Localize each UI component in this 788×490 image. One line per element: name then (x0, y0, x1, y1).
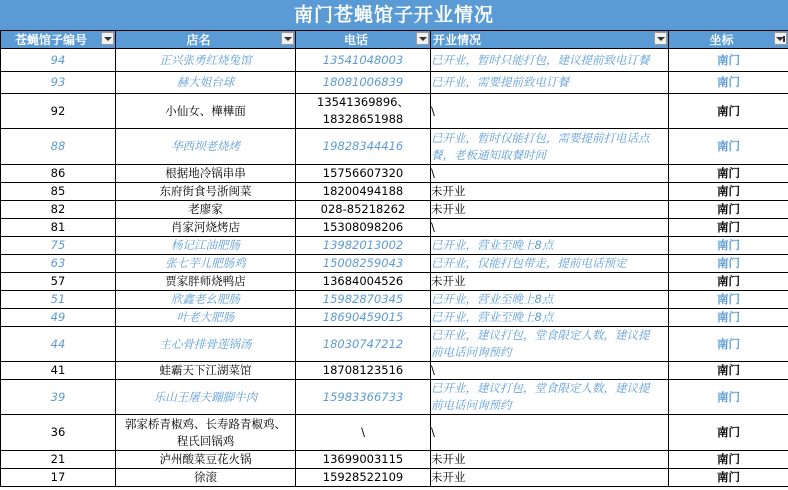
filter-dropdown-icon[interactable] (281, 32, 294, 45)
cell-phone[interactable] (296, 183, 431, 201)
cell-location-text: 南门 (717, 184, 740, 198)
cell-phone[interactable] (296, 327, 431, 362)
cell-id-text: 81 (50, 220, 66, 234)
cell-name[interactable] (116, 327, 296, 362)
cell-id[interactable] (1, 72, 116, 94)
header-location (669, 31, 788, 49)
cell-status-text: \ (431, 363, 435, 377)
cell-name[interactable] (116, 165, 296, 183)
cell-phone-text: 13699003115 (322, 452, 404, 466)
cell-location[interactable] (669, 129, 788, 165)
cell-location-text: 南门 (717, 470, 740, 484)
cell-status[interactable] (431, 201, 669, 219)
cell-status[interactable] (431, 309, 669, 327)
cell-status-text: 已开业，仅能打包带走，提前电话预定 (431, 256, 627, 270)
cell-phone-text: 15983366733 (322, 389, 404, 404)
cell-phone[interactable] (296, 362, 431, 380)
cell-location[interactable] (669, 237, 788, 255)
cell-phone[interactable] (296, 415, 431, 451)
cell-name[interactable] (116, 237, 296, 255)
cell-id-text: 88 (50, 139, 66, 153)
cell-name-text: 泸州酸菜豆花火锅 (159, 452, 252, 466)
header-location-label: 坐标 (709, 33, 734, 47)
cell-status[interactable] (431, 327, 669, 362)
cell-name[interactable] (116, 415, 296, 451)
cell-status[interactable] (431, 291, 669, 309)
cell-phone-text: 18708123516 (322, 363, 404, 377)
filter-dropdown-icon[interactable] (654, 32, 667, 45)
cell-id[interactable] (1, 183, 116, 201)
cell-id-text: 17 (50, 470, 66, 484)
filter-active-icon[interactable] (774, 32, 787, 45)
cell-location[interactable] (669, 94, 788, 129)
cell-phone[interactable] (296, 49, 431, 72)
table-row[interactable] (1, 255, 788, 273)
cell-name-text: 叶老大肥肠 (176, 310, 235, 324)
cell-phone-text: \ (361, 425, 365, 439)
table-row[interactable] (1, 165, 788, 183)
cell-location[interactable] (669, 49, 788, 72)
cell-status-text: 未开业 (431, 470, 466, 484)
table-row[interactable] (1, 72, 788, 94)
sheet-title: 南门苍蝇馆子开业情况 (0, 0, 788, 30)
cell-id[interactable] (1, 380, 116, 415)
cell-id-text: 93 (50, 75, 66, 89)
header-status-label: 开业情况 (433, 33, 482, 47)
cell-status[interactable] (431, 380, 669, 415)
cell-location[interactable] (669, 291, 788, 309)
table-row[interactable] (1, 183, 788, 201)
cell-status-text: 未开业 (431, 202, 466, 216)
cell-status-text: 已开业，暂时仅能打包，需要提前打电话点 餐，老板通知取餐时间 (431, 130, 650, 162)
cell-location-text: 南门 (717, 363, 740, 377)
cell-location-text: 南门 (717, 389, 740, 404)
cell-name[interactable] (116, 183, 296, 201)
cell-phone-text: 18030747212 (322, 336, 404, 351)
cell-name-text: 小仙女、樺樺面 (165, 103, 246, 118)
cell-status[interactable] (431, 273, 669, 291)
cell-status-text: 已开业，建议打包，堂食限定人数，建议提 前电话问询预约 (431, 328, 650, 359)
table-row[interactable] (1, 94, 788, 129)
cell-name-text: 张七芋儿肥肠鸡 (165, 256, 246, 270)
cell-location-text: 南门 (717, 256, 740, 270)
cell-name-text: 主心骨排骨莲锅汤 (159, 336, 252, 351)
cell-status-text: 未开业 (431, 184, 466, 198)
cell-name-text: 蛙霸天下江湖菜馆 (159, 363, 252, 377)
table-row[interactable] (1, 362, 788, 380)
cell-location[interactable] (669, 415, 788, 451)
cell-location-text: 南门 (717, 75, 740, 89)
cell-phone[interactable] (296, 451, 431, 469)
cell-id[interactable] (1, 129, 116, 165)
cell-status-text: \ (431, 103, 435, 118)
cell-location-text: 南门 (717, 238, 740, 252)
cell-status-text: \ (431, 220, 435, 234)
header-id-label: 苍蝇馆子编号 (14, 33, 87, 47)
cell-status[interactable] (431, 183, 669, 201)
cell-name[interactable] (116, 362, 296, 380)
cell-phone-text: 13684004526 (322, 274, 404, 288)
cell-id[interactable] (1, 201, 116, 219)
cell-id[interactable] (1, 165, 116, 183)
cell-name-text: 欣鑫老幺肥肠 (171, 292, 240, 306)
cell-phone[interactable] (296, 165, 431, 183)
cell-status-text: 已开业，需要提前致电订餐 (431, 75, 569, 89)
cell-status-text: 未开业 (431, 452, 466, 466)
cell-id[interactable] (1, 415, 116, 451)
cell-location[interactable] (669, 362, 788, 380)
cell-status-text: 未开业 (431, 274, 466, 288)
table-row[interactable] (1, 469, 788, 487)
table-row[interactable] (1, 129, 788, 165)
cell-status[interactable] (431, 362, 669, 380)
cell-phone-text: 19828344416 (322, 139, 404, 153)
cell-id[interactable] (1, 219, 116, 237)
cell-location-text: 南门 (717, 139, 740, 153)
table-row[interactable] (1, 219, 788, 237)
cell-id-text: 82 (50, 202, 66, 216)
cell-id[interactable] (1, 255, 116, 273)
cell-name-text: 徐滚 (194, 470, 217, 484)
cell-name[interactable] (116, 219, 296, 237)
cell-name-text: 根据地冷锅串串 (165, 166, 246, 180)
cell-status-text: 已开业，建议打包，堂食限定人数，建议提 前电话问询预约 (431, 381, 650, 412)
cell-name-text: 赫大姐台球 (176, 75, 235, 89)
cell-location-text: 南门 (717, 274, 740, 288)
table-row[interactable] (1, 309, 788, 327)
cell-id[interactable] (1, 469, 116, 487)
cell-location[interactable] (669, 255, 788, 273)
cell-phone[interactable] (296, 201, 431, 219)
cell-phone[interactable] (296, 255, 431, 273)
cell-location-text: 南门 (717, 220, 740, 234)
cell-status[interactable] (431, 129, 669, 165)
cell-id-text: 41 (50, 363, 66, 377)
table-row[interactable] (1, 273, 788, 291)
header-id (1, 31, 116, 49)
table-row[interactable] (1, 415, 788, 451)
cell-status[interactable] (431, 49, 669, 72)
cell-phone-text: 13541048003 (322, 52, 404, 67)
cell-name-text: 肖家河烧烤店 (171, 220, 240, 234)
cell-name[interactable] (116, 201, 296, 219)
cell-id[interactable] (1, 94, 116, 129)
cell-location-text: 南门 (717, 336, 740, 351)
cell-location-text: 南门 (717, 310, 740, 324)
cell-id-text: 49 (50, 310, 66, 324)
cell-status-text: 已开业，暂时只能打包，建议提前致电订餐 (431, 52, 650, 67)
cell-id[interactable] (1, 273, 116, 291)
cell-name-text: 郭家桥青椒鸡、长寿路青椒鸡、 程氏回锅鸡 (125, 416, 286, 448)
cell-name-text: 华西坝老烧烤 (171, 139, 240, 153)
cell-phone[interactable] (296, 291, 431, 309)
cell-phone-text: 13982013002 (322, 238, 404, 252)
cell-name[interactable] (116, 72, 296, 94)
cell-id[interactable] (1, 291, 116, 309)
header-name (116, 31, 296, 49)
cell-location-text: 南门 (717, 52, 740, 67)
table-row[interactable] (1, 237, 788, 255)
cell-phone[interactable] (296, 94, 431, 129)
cell-phone[interactable] (296, 72, 431, 94)
cell-location[interactable] (669, 273, 788, 291)
cell-phone-text: 15756607320 (322, 166, 404, 180)
cell-phone-text: 15308098206 (322, 220, 404, 234)
cell-id-text: 86 (50, 166, 66, 180)
cell-phone-text: 15928522109 (322, 470, 404, 484)
cell-name[interactable] (116, 273, 296, 291)
cell-phone-text: 18690459015 (322, 310, 404, 324)
cell-status[interactable] (431, 237, 669, 255)
table-row[interactable] (1, 201, 788, 219)
table-row[interactable] (1, 49, 788, 72)
cell-status[interactable] (431, 219, 669, 237)
cell-phone-text: 15008259043 (322, 256, 404, 270)
cell-name-text: 贾家胖师烧鸭店 (165, 274, 246, 288)
cell-phone-text: 18200494188 (322, 184, 404, 198)
cell-name[interactable] (116, 129, 296, 165)
table-row[interactable] (1, 380, 788, 415)
cell-status-text: \ (431, 166, 435, 180)
cell-id-text: 75 (50, 238, 66, 252)
cell-id-text: 94 (50, 52, 66, 67)
cell-name-text: 老廖家 (188, 202, 223, 216)
cell-phone[interactable] (296, 380, 431, 415)
cell-location-text: 南门 (717, 425, 740, 439)
cell-status[interactable] (431, 415, 669, 451)
cell-location-text: 南门 (717, 452, 740, 466)
cell-status[interactable] (431, 72, 669, 94)
header-phone (296, 31, 431, 49)
cell-id[interactable] (1, 327, 116, 362)
cell-name[interactable] (116, 309, 296, 327)
cell-location[interactable] (669, 327, 788, 362)
cell-id-text: 21 (50, 452, 66, 466)
cell-location[interactable] (669, 451, 788, 469)
cell-id-text: 57 (50, 274, 66, 288)
cell-location[interactable] (669, 201, 788, 219)
cell-id-text: 92 (50, 103, 66, 118)
cell-name[interactable] (116, 94, 296, 129)
cell-location-text: 南门 (717, 166, 740, 180)
cell-phone[interactable] (296, 129, 431, 165)
cell-status[interactable] (431, 469, 669, 487)
cell-name-text: 乐山王屠夫蹦脚牛肉 (153, 389, 258, 404)
header-status (431, 31, 669, 49)
cell-id[interactable] (1, 451, 116, 469)
cell-id[interactable] (1, 309, 116, 327)
cell-name-text: 东府街食号浙闽菜 (159, 184, 252, 198)
cell-id[interactable] (1, 49, 116, 72)
cell-name[interactable] (116, 255, 296, 273)
header-name-label: 店名 (186, 33, 211, 47)
cell-id-text: 39 (50, 389, 66, 404)
cell-location[interactable] (669, 219, 788, 237)
table-body (1, 49, 788, 487)
filter-dropdown-icon[interactable] (101, 32, 114, 45)
cell-status-text: \ (431, 425, 435, 439)
cell-location[interactable] (669, 72, 788, 94)
cell-name-text: 杨记江油肥肠 (171, 238, 240, 252)
cell-status-text: 已开业，营业至晚上8点 (431, 310, 554, 324)
cell-location-text: 南门 (717, 103, 740, 118)
cell-id[interactable] (1, 362, 116, 380)
cell-phone[interactable] (296, 309, 431, 327)
cell-name[interactable] (116, 291, 296, 309)
cell-name-text: 正兴张勇红烧兔馆 (159, 52, 252, 67)
table-row[interactable] (1, 451, 788, 469)
cell-status[interactable] (431, 255, 669, 273)
cell-phone[interactable] (296, 237, 431, 255)
cell-status-text: 已开业，营业至晚上8点 (431, 238, 554, 252)
cell-name[interactable] (116, 380, 296, 415)
cell-location-text: 南门 (717, 292, 740, 306)
restaurant-table (0, 30, 788, 487)
filter-dropdown-icon[interactable] (416, 32, 429, 45)
header-row (1, 31, 788, 49)
table-row[interactable] (1, 291, 788, 309)
cell-phone[interactable] (296, 219, 431, 237)
cell-location[interactable] (669, 469, 788, 487)
cell-name[interactable] (116, 451, 296, 469)
cell-location[interactable] (669, 183, 788, 201)
cell-phone-text: 13541369896、 18328651988 (317, 95, 409, 126)
cell-status[interactable] (431, 165, 669, 183)
table-row[interactable] (1, 327, 788, 362)
cell-phone[interactable] (296, 273, 431, 291)
cell-phone[interactable] (296, 469, 431, 487)
cell-location[interactable] (669, 165, 788, 183)
cell-phone-text: 15982870345 (322, 292, 404, 306)
cell-id-text: 85 (50, 184, 66, 198)
cell-status[interactable] (431, 451, 669, 469)
cell-id[interactable] (1, 237, 116, 255)
cell-location[interactable] (669, 309, 788, 327)
header-phone-label: 电话 (343, 33, 368, 47)
cell-id-text: 51 (50, 292, 66, 306)
cell-id-text: 63 (50, 256, 66, 270)
cell-location-text: 南门 (717, 202, 740, 216)
cell-id-text: 36 (50, 425, 66, 439)
cell-status[interactable] (431, 94, 669, 129)
cell-status-text: 已开业，营业至晚上8点 (431, 292, 554, 306)
cell-name[interactable] (116, 469, 296, 487)
cell-name[interactable] (116, 49, 296, 72)
cell-id-text: 44 (50, 336, 66, 351)
cell-phone-text: 18081006839 (322, 75, 404, 89)
cell-location[interactable] (669, 380, 788, 415)
cell-phone-text: 028-85218262 (320, 202, 406, 216)
